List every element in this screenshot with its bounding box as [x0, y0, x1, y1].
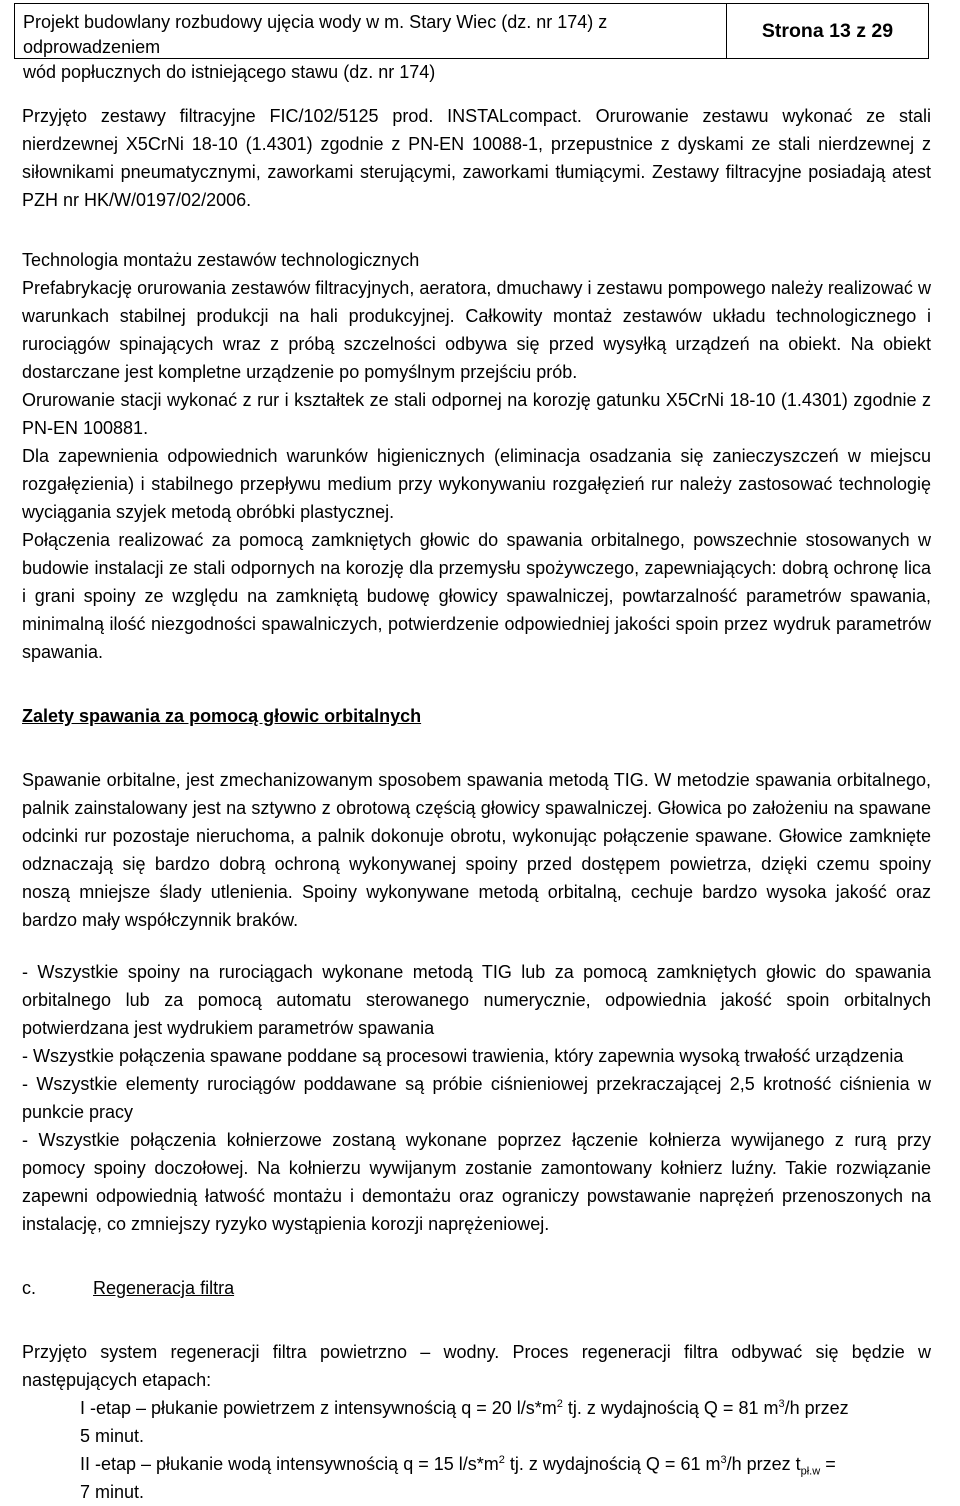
- paragraph-regeneration-system: Przyjęto system regeneracji filtra powietrzno – wodny. Proces regeneracji filtra odbywać się będzie w następujących etapach:: [22, 1342, 931, 1390]
- header-title: [15, 4, 727, 82]
- section-title: Regeneracja filtra: [93, 1278, 235, 1298]
- page-header: [14, 3, 929, 82]
- paragraph-piping-material: Orurowanie stacji wykonać z rur i kształtek ze stali odpornej na korozję gatunku X5CrNi 18-10 (1.4301) zgodnie z PN-EN 100881.: [22, 390, 931, 438]
- paragraph-orbital-connections: Połączenia realizować za pomocą zamkniętych głowic do spawania orbitalnego, powszechnie stosowanych w budowie instalacji ze stali odpornych na korozję dla przemysłu spożywczego, zapewniających: dobrą ochronę lica i grani spoiny ze względu na zamkniętą budowę głowicy spawalniczej, powtarzalność parametrów spawania, minimalną ilość niezgodności spawalniczych, potwierdzenie odpowiedniej jakości spoin przez wydruk parametrów spawania.: [22, 530, 931, 662]
- section-heading-regeneration: [22, 1274, 931, 1302]
- paragraph-filter-sets: Przyjęto zestawy filtracyjne FIC/102/5125 prod. INSTALcompact. Orurowanie zestawu wykonać ze stali nierdzewnej X5CrNi 18-10 (1.4301) zgodnie z PN-EN 10088-1, przepustnice z dyskami ze stali nierdzewnej z siłownikami pneumatycznymi, zaworkami sterującymi, zaworkami tłumiącymi. Zestawy filtracyjne posiadają atest PZH nr HK/W/0197/02/2006.: [22, 106, 931, 210]
- document-body: [22, 102, 931, 1506]
- bullet-pickling: - Wszystkie połączenia spawane poddane są procesowi trawienia, który zapewnia wysoką trwałość urządzenia: [22, 1046, 904, 1066]
- paragraph-hygiene: Dla zapewnienia odpowiednich warunków higienicznych (eliminacja osadzania się zanieczyszczeń w miejscu rozgałęzienia) i stabilnego przepływu medium przy wykonywaniu rozgałęzień rur należy zastosować technologię wyciągania szyjek metodą obróbki plastycznej.: [22, 446, 931, 522]
- section-heading-technology: Technologia montażu zestawów technologicznych: [22, 250, 420, 270]
- section-label: c.: [22, 1278, 37, 1298]
- bullet-pressure-test: - Wszystkie elementy rurociągów poddawane są próbie ciśnieniowej przekraczającej 2,5 krotność ciśnienia w punkcie pracy: [22, 1074, 931, 1122]
- stage-water-rinse-line2: 7 minut.: [80, 1482, 145, 1502]
- bullet-flanges: - Wszystkie połączenia kołnierzowe zostaną wykonane poprzez łączenie kołnierza wywijanego z rurą przy pomocy spoiny doczołowej. Na kołnierzu wywijanym zostanie zamontowany kołnierz luźny. Takie rozwiązanie zapewni odpowiednią łatwość montażu i demontażu oraz ograniczy powstawanie naprężeń przenoszonych na instalację, co zmniejszy ryzyko wystąpienia korozji naprężeniowej.: [22, 1130, 931, 1234]
- paragraph-orbital-welding: Spawanie orbitalne, jest zmechanizowanym sposobem spawania metodą TIG. W metodzie spawania orbitalnego, palnik zainstalowany jest na sztywno z obrotową częścią głowicy spawalniczej. Głowica po założeniu na spawane odcinki rur pozostaje nieruchoma, a palnik dokonuje obrotu, wykonując połączenie spawane. Głowice zamknięte odznaczają się bardzo dobrą ochroną wykonywanej spoiny przed dostępem powietrza, dzięki czemu spoiny noszą mniejsze ślady utlenienia. Spoiny wykonywane metodą orbitalną, cechuje bardzo wysoka jakość oraz bardzo mały współczynnik braków.: [22, 770, 931, 930]
- stage-air-rinse-line1: I -etap – płukanie powietrzem z intensywnością q = 20 $l/s*m^2$ tj. z wydajnością Q = 81 $m^3/h$ przez: [80, 1398, 849, 1418]
- bullet-welds: - Wszystkie spoiny na rurociągach wykonane metodą TIG lub za pomocą zamkniętych głowic do spawania orbitalnego lub za pomocą automatu sterowanego numerycznie, odpowiednia jakość spoin orbitalnych potwierdzana jest wydrukiem parametrów spawania: [22, 962, 931, 1038]
- stage-water-rinse-line1: II -etap – płukanie wodą intensywnością q = 15 $l/s*m^2$ tj. z wydajnością Q = 61 $m^3/h$ przez $t_{pł.w}$ =: [80, 1454, 836, 1478]
- stage-air-rinse-line2: 5 minut.: [80, 1426, 145, 1446]
- stage-water-rinse: [80, 1450, 931, 1506]
- header-title-line2: wód popłucznych do istniejącego stawu (dz. nr 174): [23, 62, 436, 82]
- section-heading-orbital: Zalety spawania za pomocą głowic orbitalnych: [22, 706, 422, 726]
- stage-air-rinse: [80, 1394, 931, 1450]
- paragraph-prefabrication: Prefabrykację orurowania zestawów filtracyjnych, aeratora, dmuchawy i zestawu pompowego należy realizować w warunkach stabilnej produkcji na hali produkcyjnej. Całkowity montaż zestawów układu technologicznego i rurociągów spinających wraz z próbą szczelności odbywa się przed wysyłką urządzeń na obiekt. Na obiekt dostarczane jest kompletne urządzenie po pomyślnym przejściu prób.: [22, 278, 931, 382]
- page-number: Strona 13 z 29: [761, 19, 894, 42]
- header-title-line1: Projekt budowlany rozbudowy ujęcia wody w m. Stary Wiec (dz. nr 174) z odprowadzeniem: [23, 12, 608, 57]
